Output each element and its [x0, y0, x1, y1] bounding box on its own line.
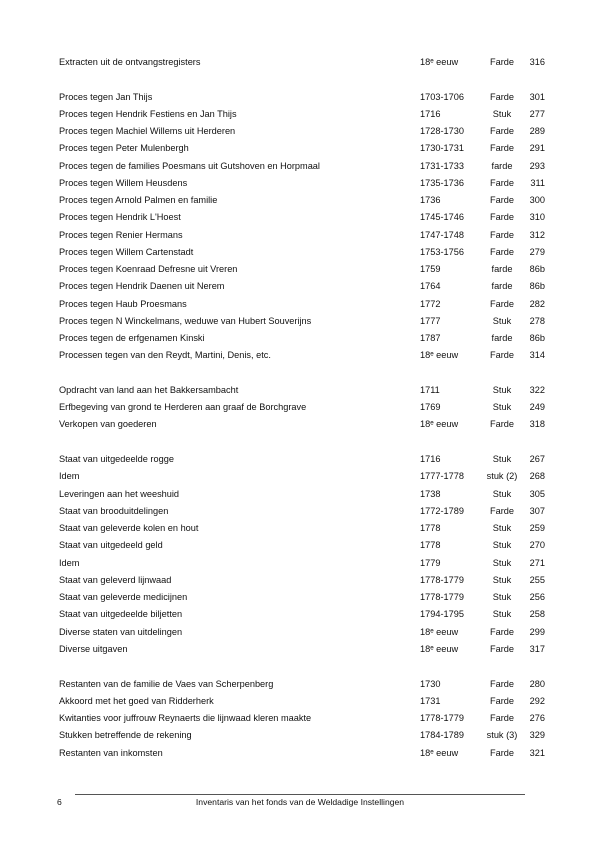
row-title: Staat van geleverd lijnwaad — [59, 575, 172, 585]
row-title: Proces tegen Hendrik L'Hoest — [59, 212, 181, 222]
row-inventory-number: 322 — [529, 385, 545, 395]
row-inventory-number: 321 — [529, 748, 545, 758]
row-title: Proces tegen Jan Thijs — [59, 92, 153, 102]
row-title: Staat van uitgedeeld geld — [59, 540, 163, 550]
row-inventory-number: 312 — [529, 230, 545, 240]
row-type: Stuk — [492, 540, 512, 550]
row-date: 1716 — [420, 454, 441, 464]
row-type: farde — [491, 281, 513, 291]
row-inventory-number: 311 — [530, 178, 545, 188]
row-type: Farde — [489, 230, 514, 240]
row-inventory-number: 86b — [529, 281, 545, 291]
inventory-row — [59, 537, 545, 554]
row-type: Stuk — [492, 109, 512, 119]
row-type: Stuk — [492, 454, 512, 464]
inventory-row — [59, 192, 545, 209]
row-title: Kwitanties voor juffrouw Reynaerts die lijnwaad kleren maakte — [59, 713, 312, 723]
row-title: Proces tegen Machiel Willems uit Herderen — [59, 126, 236, 136]
inventory-row — [59, 606, 545, 623]
row-inventory-number: 267 — [529, 454, 545, 464]
row-date: 18ᵉ eeuw — [420, 627, 459, 637]
row-date: 1787 — [420, 333, 441, 343]
row-title: Leveringen aan het weeshuid — [59, 489, 180, 499]
inventory-row — [59, 745, 545, 762]
row-inventory-number: 276 — [529, 713, 545, 723]
row-title: Proces tegen Haub Proesmans — [59, 299, 187, 309]
row-title: Diverse staten van uitdelingen — [59, 627, 183, 637]
row-inventory-number: 256 — [529, 592, 545, 602]
row-type: Farde — [489, 644, 514, 654]
inventory-row — [59, 486, 545, 503]
row-inventory-number: 259 — [529, 523, 545, 533]
row-date: 1794-1795 — [420, 609, 464, 619]
row-type: Stuk — [492, 523, 512, 533]
row-type: Farde — [489, 679, 514, 689]
footer-rule — [75, 794, 525, 795]
row-date: 1745-1746 — [420, 212, 464, 222]
row-date: 1738 — [420, 489, 441, 499]
row-date: 1728-1730 — [420, 126, 464, 136]
row-type: Farde — [489, 195, 514, 205]
row-date: 1777 — [420, 316, 441, 326]
row-date: 18ᵉ eeuw — [420, 644, 459, 654]
row-type: Stuk — [492, 402, 512, 412]
row-title: Diverse uitgaven — [59, 644, 128, 654]
row-date: 1778 — [420, 523, 441, 533]
row-inventory-number: 282 — [529, 299, 545, 309]
row-date: 1778-1779 — [420, 575, 464, 585]
row-inventory-number: 249 — [529, 402, 545, 412]
row-title: Proces tegen Willem Heusdens — [59, 178, 188, 188]
inventory-row — [59, 140, 545, 157]
row-type: Stuk — [492, 575, 512, 585]
row-inventory-number: 291 — [529, 143, 545, 153]
row-type: Farde — [489, 143, 514, 153]
row-date: 1764 — [420, 281, 441, 291]
inventory-row — [59, 382, 545, 399]
row-title: Akkoord met het goed van Ridderherk — [59, 696, 214, 706]
inventory-row — [59, 296, 545, 313]
row-date: 1759 — [420, 264, 441, 274]
row-type: Stuk — [492, 489, 512, 499]
row-title: Opdracht van land aan het Bakkersambacht — [59, 385, 239, 395]
row-date: 18ᵉ eeuw — [420, 748, 459, 758]
row-inventory-number: 314 — [529, 350, 545, 360]
row-date: 1747-1748 — [420, 230, 464, 240]
row-title: Stukken betreffende de rekening — [59, 730, 192, 740]
row-date: 1779 — [420, 558, 441, 568]
row-type: Farde — [489, 299, 514, 309]
row-type: Stuk — [492, 609, 512, 619]
row-inventory-number: 293 — [529, 161, 545, 171]
row-title: Staat van uitgedeelde rogge — [59, 454, 174, 464]
row-title: Staat van brooduitdelingen — [59, 506, 169, 516]
row-type: Farde — [489, 748, 514, 758]
row-date: 1772 — [420, 299, 441, 309]
row-date: 1730 — [420, 679, 441, 689]
inventory-row — [59, 451, 545, 468]
row-title: Proces tegen de erfgenamen Kinski — [59, 333, 205, 343]
inventory-row — [59, 693, 545, 710]
row-inventory-number: 305 — [529, 489, 545, 499]
row-title: Proces tegen Renier Hermans — [59, 230, 183, 240]
row-date: 1784-1789 — [420, 730, 464, 740]
row-title: Erfbegeving van grond te Herderen aan graaf de Borchgrave — [59, 402, 307, 412]
row-inventory-number: 307 — [529, 506, 545, 516]
inventory-row — [59, 503, 545, 520]
inventory-row — [59, 555, 545, 572]
row-date: 1711 — [420, 385, 440, 395]
row-inventory-number: 317 — [529, 644, 545, 654]
row-title: Proces tegen Peter Mulenbergh — [59, 143, 189, 153]
row-inventory-number: 268 — [529, 471, 545, 481]
row-title: Restanten van inkomsten — [59, 748, 163, 758]
inventory-row — [59, 175, 545, 192]
inventory-row — [59, 416, 545, 433]
row-title: Idem — [59, 471, 80, 481]
row-type: Farde — [489, 627, 514, 637]
row-inventory-number: 329 — [529, 730, 545, 740]
row-inventory-number: 255 — [529, 575, 545, 585]
row-title: Idem — [59, 558, 80, 568]
row-inventory-number: 316 — [529, 57, 545, 67]
inventory-row — [59, 727, 545, 744]
row-type: stuk (2) — [486, 471, 518, 481]
row-title: Proces tegen Koenraad Defresne uit Vreren — [59, 264, 238, 274]
row-date: 1730-1731 — [420, 143, 464, 153]
inventory-row — [59, 641, 545, 658]
row-title: Processen tegen van den Reydt, Martini, Denis, etc. — [59, 350, 271, 360]
row-type: farde — [491, 333, 513, 343]
row-title: Staat van geleverde medicijnen — [59, 592, 188, 602]
inventory-row — [59, 468, 545, 485]
row-date: 18ᵉ eeuw — [420, 57, 459, 67]
inventory-row — [59, 123, 545, 140]
row-inventory-number: 86b — [529, 264, 545, 274]
row-title: Proces tegen Arnold Palmen en familie — [59, 195, 218, 205]
row-title: Proces tegen de families Poesmans uit Gutshoven en Horpmaal — [59, 161, 320, 171]
row-inventory-number: 280 — [529, 679, 545, 689]
row-inventory-number: 301 — [529, 92, 545, 102]
row-date: 1736 — [420, 195, 441, 205]
row-date: 1731-1733 — [420, 161, 464, 171]
row-type: Farde — [489, 178, 514, 188]
row-inventory-number: 292 — [529, 696, 545, 706]
row-type: stuk (3) — [486, 730, 518, 740]
row-date: 1731 — [420, 696, 441, 706]
row-type: Farde — [489, 57, 514, 67]
inventory-row — [59, 313, 545, 330]
row-title: Staat van geleverde kolen en hout — [59, 523, 199, 533]
row-date: 1735-1736 — [420, 178, 464, 188]
row-type: Farde — [489, 212, 514, 222]
row-inventory-number: 278 — [529, 316, 545, 326]
row-title: Staat van uitgedeelde biljetten — [59, 609, 183, 619]
row-title: Verkopen van goederen — [59, 419, 157, 429]
row-inventory-number: 318 — [529, 419, 545, 429]
row-inventory-number: 258 — [529, 609, 545, 619]
row-type: farde — [491, 264, 513, 274]
inventory-row — [59, 710, 545, 727]
inventory-row — [59, 227, 545, 244]
row-title: Restanten van de familie de Vaes van Scherpenberg — [59, 679, 274, 689]
row-date: 18ᵉ eeuw — [420, 350, 459, 360]
row-type: farde — [491, 161, 513, 171]
row-title: Extracten uit de ontvangstregisters — [59, 57, 201, 67]
inventory-row — [59, 330, 545, 347]
inventory-row — [59, 520, 545, 537]
row-type: Farde — [489, 126, 514, 136]
inventory-row — [59, 209, 545, 226]
inventory-row — [59, 261, 545, 278]
row-type: Farde — [489, 92, 514, 102]
row-date: 1703-1706 — [420, 92, 464, 102]
inventory-row — [59, 278, 545, 295]
row-inventory-number: 271 — [529, 558, 545, 568]
inventory-row — [59, 572, 545, 589]
row-date: 1778 — [420, 540, 441, 550]
inventory-row — [59, 347, 545, 364]
row-inventory-number: 310 — [529, 212, 545, 222]
inventory-row — [59, 399, 545, 416]
row-inventory-number: 299 — [529, 627, 545, 637]
inventory-row — [59, 244, 545, 261]
row-type: Farde — [489, 247, 514, 257]
row-type: Farde — [489, 506, 514, 516]
footer-title: Inventaris van het fonds van de Weldadige Instellingen — [195, 797, 405, 807]
row-title: Proces tegen Hendrik Festiens en Jan Thijs — [59, 109, 237, 119]
row-inventory-number: 289 — [529, 126, 545, 136]
inventory-row — [59, 589, 545, 606]
row-type: Farde — [489, 350, 514, 360]
row-type: Farde — [489, 696, 514, 706]
row-title: Proces tegen Hendrik Daenen uit Nerem — [59, 281, 225, 291]
row-type: Stuk — [492, 592, 512, 602]
row-inventory-number: 270 — [529, 540, 545, 550]
row-inventory-number: 300 — [529, 195, 545, 205]
row-date: 1777-1778 — [420, 471, 464, 481]
row-date: 18ᵉ eeuw — [420, 419, 459, 429]
inventory-row — [59, 106, 545, 123]
inventory-row — [59, 158, 545, 175]
row-date: 1772-1789 — [420, 506, 464, 516]
row-date: 1769 — [420, 402, 441, 412]
row-title: Proces tegen Willem Cartenstadt — [59, 247, 194, 257]
inventory-row — [59, 676, 545, 693]
page-number: 6 — [57, 797, 62, 807]
row-inventory-number: 86b — [529, 333, 545, 343]
inventory-row — [59, 54, 545, 71]
row-title: Proces tegen N Winckelmans, weduwe van Hubert Souverijns — [59, 316, 312, 326]
row-type: Farde — [489, 713, 514, 723]
row-type: Stuk — [492, 385, 512, 395]
inventory-row — [59, 89, 545, 106]
row-inventory-number: 279 — [529, 247, 545, 257]
row-date: 1716 — [420, 109, 441, 119]
row-type: Farde — [489, 419, 514, 429]
row-date: 1778-1779 — [420, 592, 464, 602]
row-type: Stuk — [492, 558, 512, 568]
row-date: 1753-1756 — [420, 247, 464, 257]
row-type: Stuk — [492, 316, 512, 326]
row-date: 1778-1779 — [420, 713, 464, 723]
row-inventory-number: 277 — [529, 109, 545, 119]
inventory-row — [59, 624, 545, 641]
